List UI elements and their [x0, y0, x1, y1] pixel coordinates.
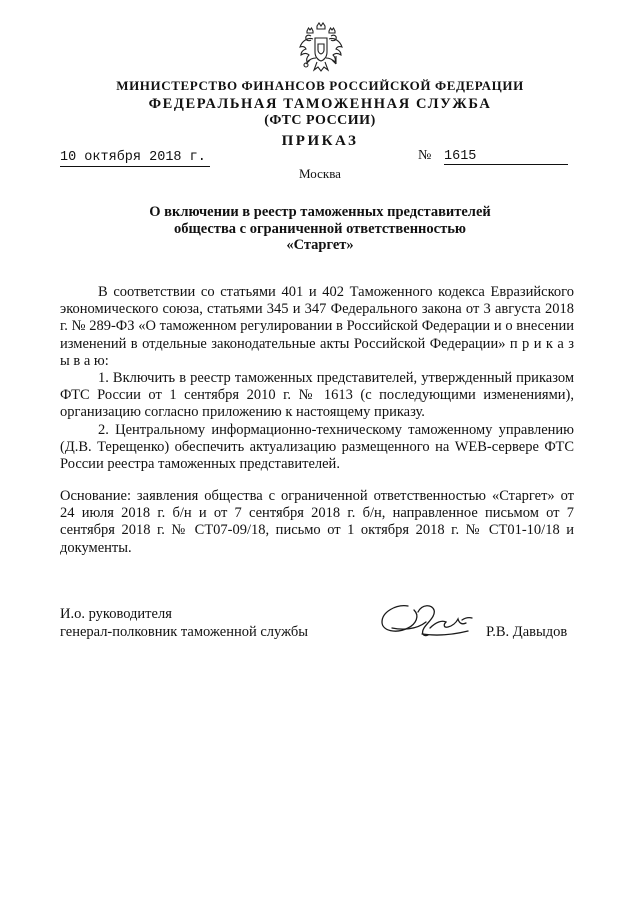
city: Москва	[299, 166, 341, 181]
position-line-1: И.о. руководителя	[60, 606, 172, 622]
preamble-paragraph: В соответствии со статьями 401 и 402 Таможенного кодекса Евразийского экономического союза, статьями 345 и 347 Федерального закона от 3 августа 2018 г. № 289-ФЗ «О таможенном регулировании в Российской Федерации и о внесении изменений в отдельные законодательные акты Российской Федерации» п р и к а з ы в а ю:	[60, 284, 574, 369]
order-date: 10 октября 2018 г.	[60, 150, 210, 167]
service-name: ФЕДЕРАЛЬНАЯ ТАМОЖЕННАЯ СЛУЖБА	[148, 96, 492, 112]
order-item-2: 2. Центральному информационно-техническому таможенному управлению (Д.В. Терещенко) обеспечить актуализацию размещенного на WEB-сервере ФТС России реестра таможенных представителей.	[60, 421, 574, 473]
order-item-1: 1. Включить в реестр таможенных представителей, утвержденный приказом ФТС России от 1 сентября 2010 г. № 1613 (с последующими изменениями), организацию согласно приложению к настоящему приказу.	[60, 370, 574, 421]
handwritten-signature	[378, 598, 484, 642]
title-line: О включении в реестр таможенных представителей	[149, 204, 491, 220]
service-short-name: (ФТС РОССИИ)	[264, 113, 376, 128]
ministry-name: МИНИСТЕРСТВО ФИНАНСОВ РОССИЙСКОЙ ФЕДЕРАЦИИ	[116, 78, 524, 93]
signatory-name: Р.В. Давыдов	[486, 624, 568, 640]
number-sign: №	[418, 148, 432, 163]
document-type: ПРИКАЗ	[281, 133, 359, 149]
position-line-2: генерал-полковник таможенной службы	[60, 623, 309, 640]
order-title	[0, 204, 640, 254]
title-line: «Старгет»	[286, 237, 354, 253]
coat-of-arms-icon	[298, 22, 344, 74]
order-number: 1615	[444, 149, 568, 165]
order-number-field	[418, 148, 572, 165]
order-body	[60, 284, 574, 473]
signatory-position	[60, 606, 308, 641]
basis-section	[60, 488, 574, 557]
title-line: общества с ограниченной ответственностью	[174, 220, 466, 237]
basis-paragraph: Основание: заявления общества с ограниченной ответственностью «Старгет» от 24 июля 2018 г. б/н и от 7 сентября 2018 г. б/н, направленное письмом от 7 сентября 2018 г. № СТ07-09/18, письмо от 1 октября 2018 г. № СТ01-10/18 и документы.	[60, 488, 574, 556]
